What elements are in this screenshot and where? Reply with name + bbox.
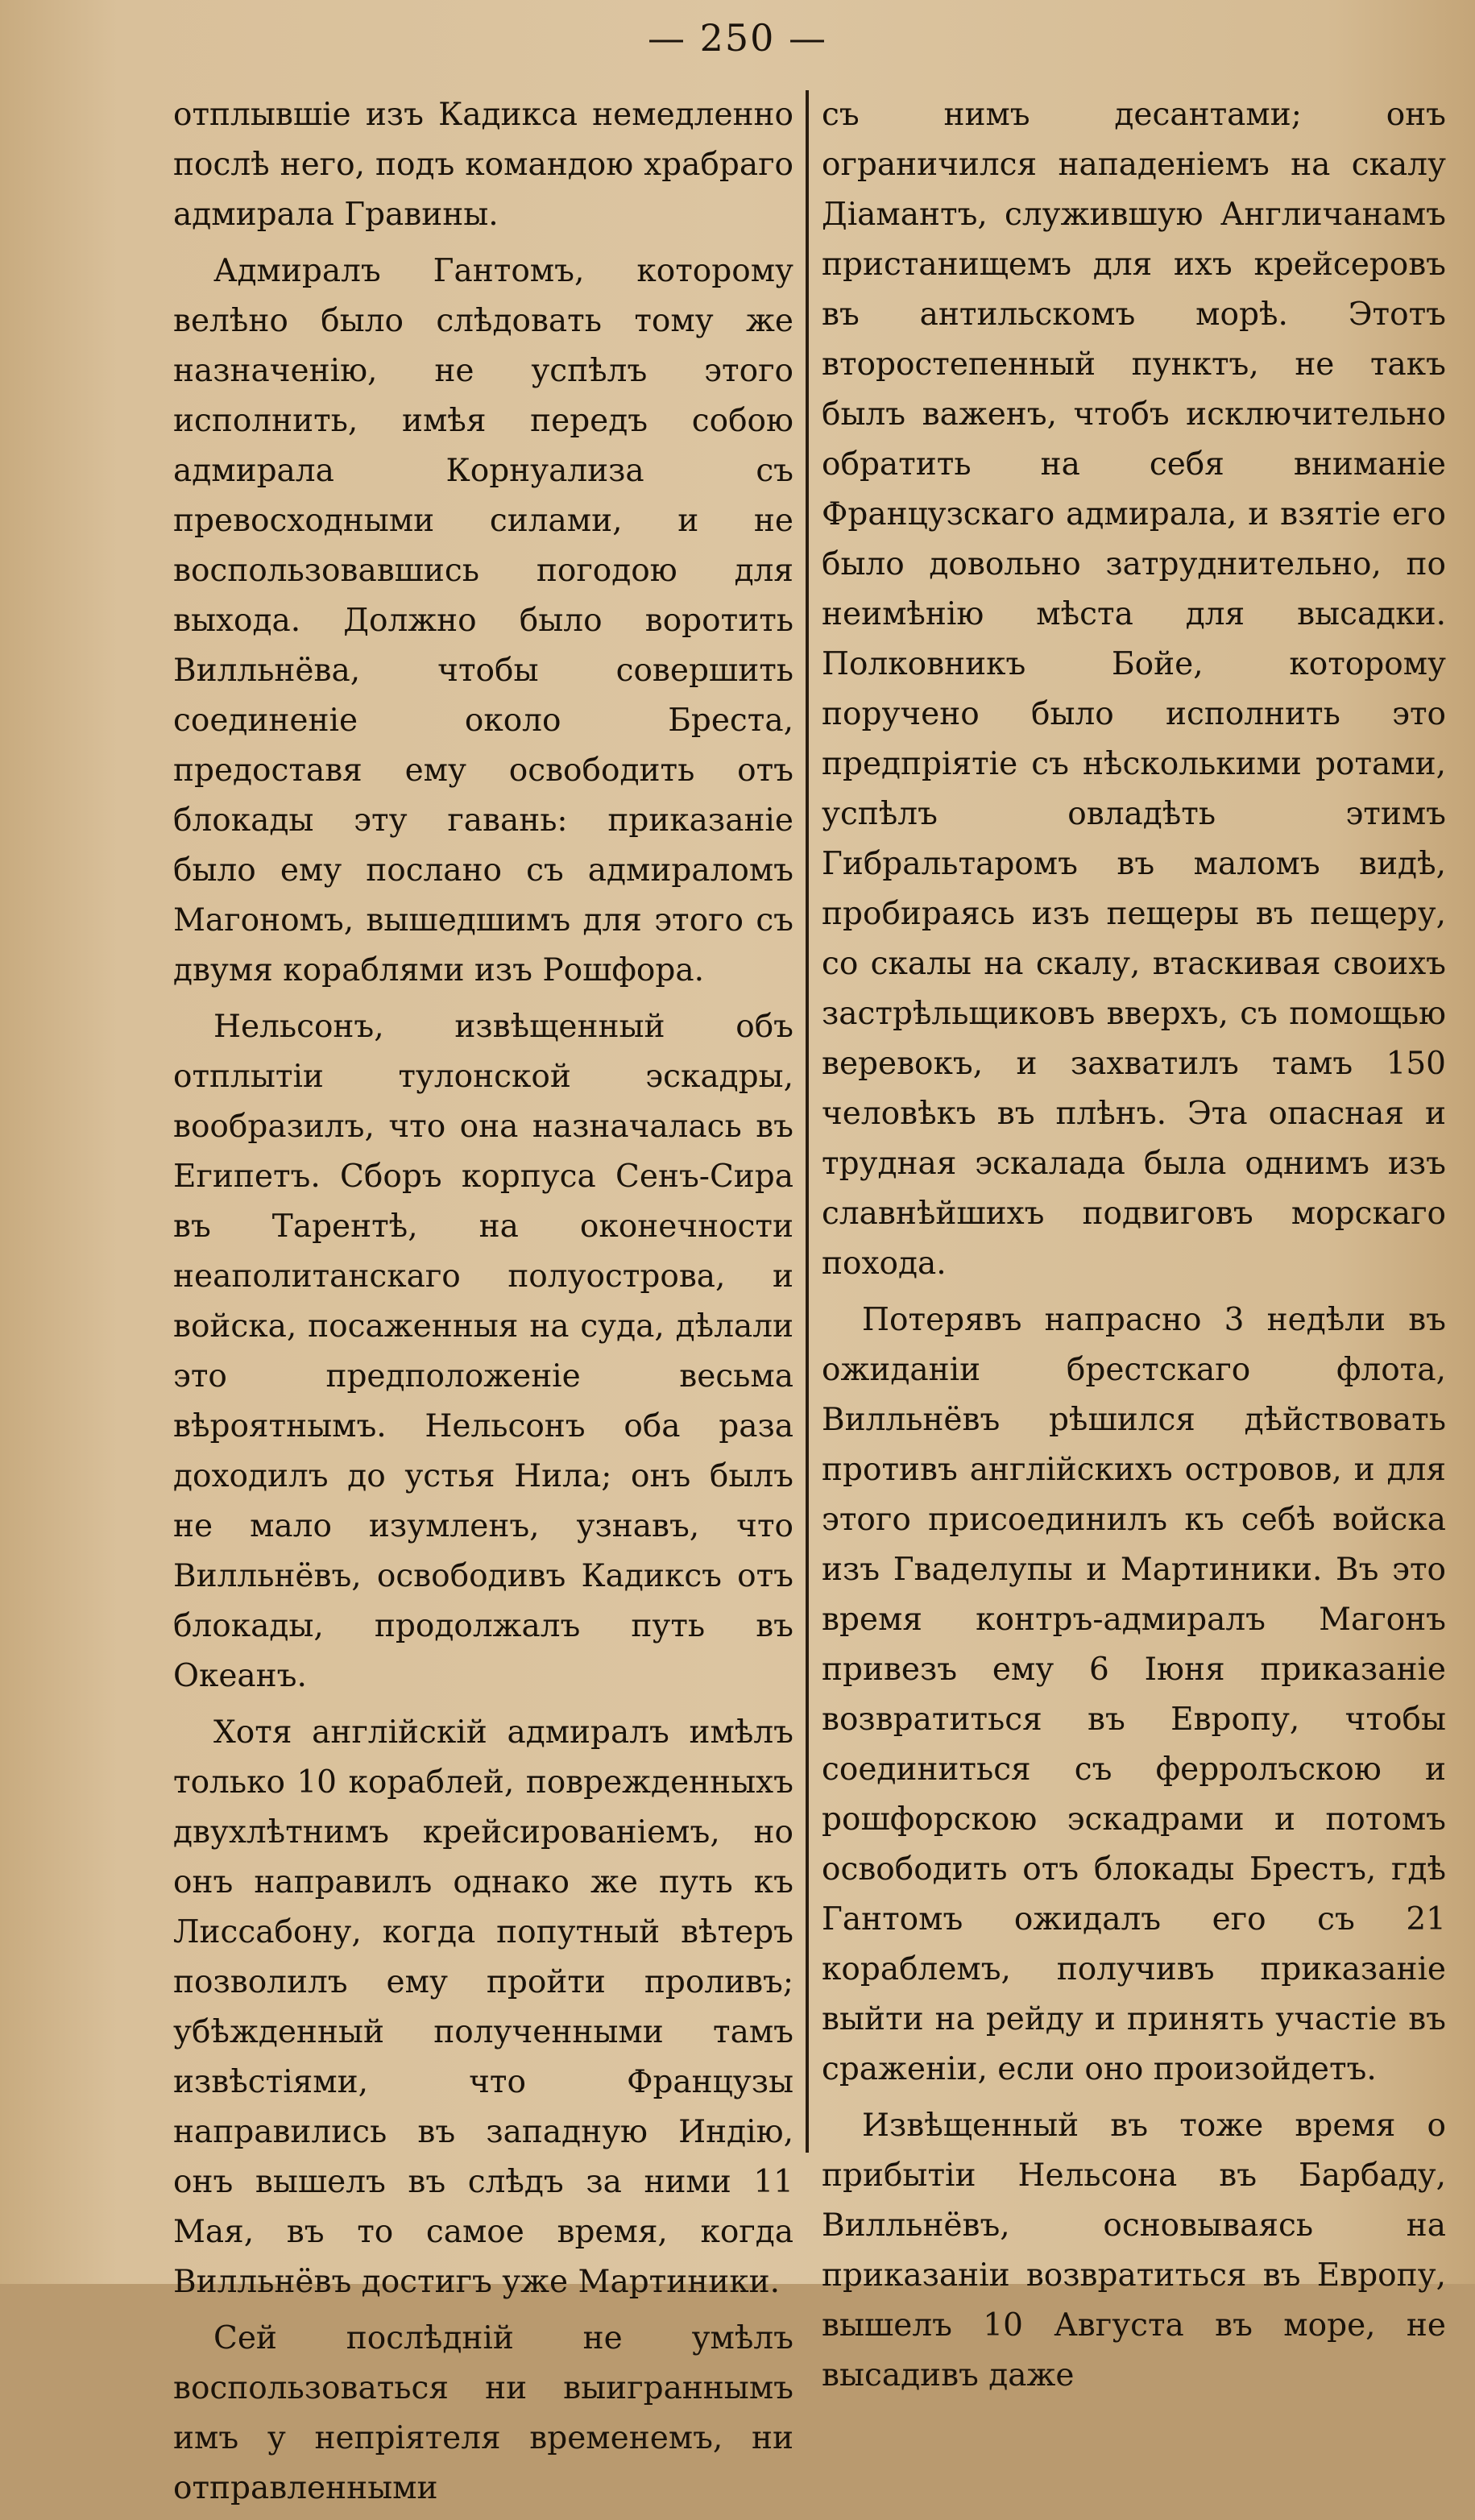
left-paragraph-1: отплывшіе изъ Кадикса немедленно послѣ него, подъ командою храбраго адмирала Гравины. [173, 97, 793, 233]
left-column [173, 90, 793, 2520]
left-paragraph-5: Сей послѣдній не умѣлъ воспользоваться ни выиграннымъ имъ у непріятеля временемъ, ни отправленными [173, 2320, 793, 2506]
page-number: — 250 — [647, 16, 828, 60]
left-paragraph-2: Адмиралъ Гантомъ, которому велѣно было слѣдовать тому же назначенію, не успѣлъ этого исполнить, имѣя передъ собою адмирала Корнуализа съ превосходными силами, и не воспользовавшись погодою для выхода. Должно было воротить Вилльнёва, чтобы совершить соединеніе около Бреста, предоставя ему освободить отъ блокады эту гавань: приказаніе было ему послано съ адмираломъ Магономъ, вышедшимъ для этого съ двумя кораблями изъ Рошфора. [173, 253, 793, 989]
right-column [822, 90, 1446, 2407]
column-divider [806, 90, 809, 2153]
left-paragraph-4: Хотя англійскій адмиралъ имѣлъ только 10 кораблей, поврежденныхъ двухлѣтнимъ крейсированіемъ, но онъ направилъ однако же путь къ Лиссабону, когда попутный вѣтеръ позволилъ ему пройти проливъ; убѣжденный полученными тамъ извѣстіями, что Французы направились въ западную Индію, онъ вышелъ въ слѣдъ за ними 11 Мая, въ то самое время, когда Вилльнёвъ достигъ уже Мартиники. [173, 1714, 793, 2300]
left-paragraph-3: Нельсонъ, извѣщенный объ отплытіи тулонской эскадры, вообразилъ, что она назначалась въ Египетъ. Сборъ корпуса Сенъ-Сира въ Тарентѣ, на оконечности неаполитанскаго полуострова, и войска, посаженныя на суда, дѣлали это предположеніе весьма вѣроятнымъ. Нельсонъ оба раза доходилъ до устья Нила; онъ былъ не мало изумленъ, узнавъ, что Вилльнёвъ, освободивъ Кадиксъ отъ блокады, продолжалъ путь въ Океанъ. [173, 1009, 793, 1694]
right-paragraph-3: Извѣщенный въ тоже время о прибытіи Нельсона въ Барбаду, Вилльнёвъ, основываясь на приказаніи возвратиться въ Европу, вышелъ 10 Августа въ море, не высадивъ даже [822, 2108, 1446, 2394]
right-paragraph-2: Потерявъ напрасно 3 недѣли въ ожиданіи брестскаго флота, Вилльнёвъ рѣшился дѣйствовать противъ англійскихъ островов, и для этого присоединилъ къ себѣ войска изъ Гваделупы и Мартиники. Въ это время контръ-адмиралъ Магонъ привезъ ему 6 Іюня приказаніе возвратиться въ Европу, чтобы соединиться съ ферролъскою и рошфорскою эскадрами и потомъ освободить отъ блокады Брестъ, гдѣ Гантомъ ожидалъ его съ 21 кораблемъ, получивъ приказаніе выйти на рейду и принять участіе въ сраженіи, если оно произойдетъ. [822, 1302, 1446, 2087]
right-paragraph-1: съ нимъ десантами; онъ ограничился нападеніемъ на скалу Діамантъ, служившую Англичанамъ пристанищемъ для ихъ крейсеровъ въ антильскомъ морѣ. Этотъ второстепенный пунктъ, не такъ былъ важенъ, чтобъ исключительно обратить на себя вниманіе Французскаго адмирала, и взятіе его было довольно затруднительно, по неимѣнію мѣста для высадки. Полковникъ Бойе, которому поручено было исполнить это предпріятіе съ нѣсколькими ротами, успѣлъ овладѣть этимъ Гибральтаромъ въ маломъ видѣ, пробираясь изъ пещеры въ пещеру, со скалы на скалу, втаскивая своихъ застрѣльщиковъ вверхъ, съ помощью веревокъ, и захватилъ тамъ 150 человѣкъ въ плѣнъ. Эта опасная и трудная эскалада была однимъ изъ славнѣйшихъ подвиговъ морскаго похода. [822, 97, 1446, 1282]
